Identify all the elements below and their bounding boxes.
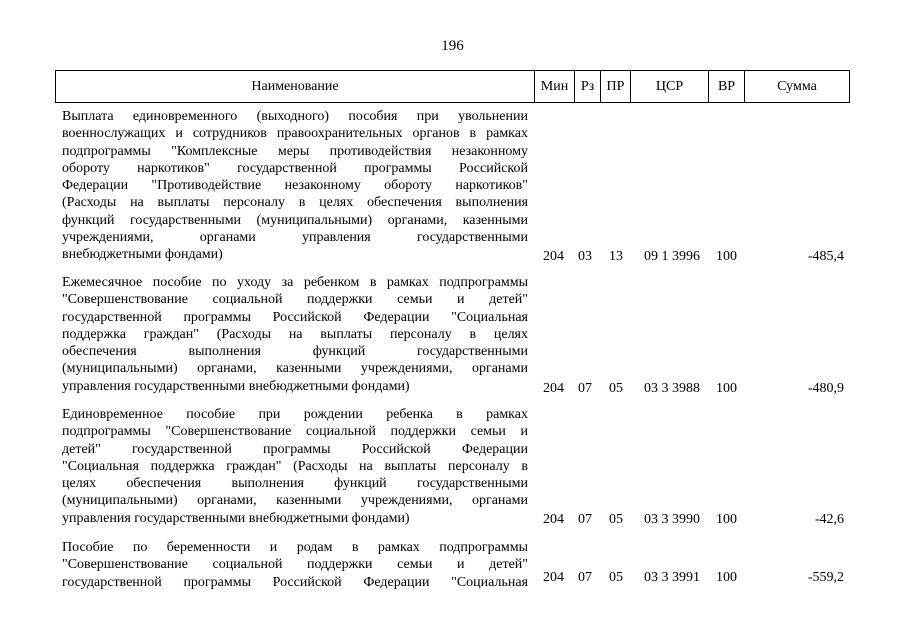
header-name: Наименование (251, 79, 339, 94)
description-line: управления государственными внебюджетными фондами) (62, 378, 410, 394)
header-pr: ПР (600, 71, 630, 102)
description-line: Выплата единовременного (выходного) пособия при увольнении (62, 109, 528, 124)
header-vr: ВР (708, 71, 744, 102)
cell-pr: 13 (609, 249, 623, 264)
description-line: целях обеспечения выполнения функций государственными (62, 476, 528, 492)
description-line: "Социальная поддержка граждан" (Расходы на выплаты персоналу в (62, 458, 528, 474)
cell-vr: 100 (716, 512, 737, 527)
cell-min: 204 (543, 570, 564, 585)
description-line: поддержка граждан" (Расходы на выплаты персоналу в целях (62, 326, 528, 342)
cell-min: 204 (543, 249, 564, 264)
cell-csr: 03 3 3988 (644, 381, 700, 396)
description-line: "Совершенствование социальной поддержки семьи и детей" (62, 557, 528, 573)
description-line: Единовременное пособие при рождении ребенка в рамках (62, 407, 528, 422)
description-line: (муниципальными) органами, казенными учреждениями, органами (62, 361, 528, 377)
description-line: (Расходы на выплаты персоналу в целях обеспечения выполнения (62, 195, 528, 211)
cell-sum: -42,6 (814, 512, 844, 527)
cell-pr: 05 (609, 512, 623, 527)
cell-pr: 05 (609, 381, 623, 396)
cell-vr: 100 (716, 249, 737, 264)
cell-sum: -559,2 (807, 570, 844, 585)
cell-csr: 03 3 3991 (644, 570, 700, 585)
cell-rz: 03 (578, 249, 592, 264)
header-sum: Сумма (744, 71, 849, 102)
description-line: функций государственными (муниципальными) органами, казенными (62, 212, 528, 228)
description-line: подпрограммы "Комплексные меры противодействия незаконному (62, 143, 528, 159)
cell-min: 204 (543, 512, 564, 527)
description-line: (муниципальными) органами, казенными учреждениями, органами (62, 493, 528, 509)
cell-pr: 05 (609, 570, 623, 585)
header-csr: ЦСР (630, 71, 708, 102)
cell-rz: 07 (578, 381, 592, 396)
cell-sum: -480,9 (807, 381, 844, 396)
description-line: Пособие по беременности и родам в рамках подпрограммы (62, 540, 528, 555)
description-line: обеспечения выполнения функций государственными (62, 344, 528, 360)
header-rz: Рз (574, 71, 600, 102)
header-min: Мин (534, 71, 574, 102)
description-line: обороту наркотиков" государственной программы Российской (62, 160, 528, 176)
row-description (62, 406, 528, 527)
cell-rz: 07 (578, 570, 592, 585)
description-line: подпрограммы "Совершенствование социальной поддержки семьи и (62, 424, 528, 440)
cell-sum: -485,4 (807, 249, 844, 264)
cell-vr: 100 (716, 570, 737, 585)
description-line: внебюджетными фондами) (62, 247, 223, 263)
description-line: государственной программы Российской Федерации "Социальная (62, 309, 528, 325)
description-line: военнослужащих и сотрудников правоохранительных органов в рамках (62, 126, 528, 142)
cell-csr: 09 1 3996 (644, 249, 700, 264)
description-line: учреждениями, органами управления государственными (62, 230, 528, 246)
cell-rz: 07 (578, 512, 592, 527)
description-line: Ежемесячное пособие по уходу за ребенком в рамках подпрограммы (62, 275, 528, 290)
row-description (62, 108, 528, 264)
description-line: управления государственными внебюджетными фондами) (62, 510, 410, 526)
description-line: детей" государственной программы Российской Федерации (62, 441, 528, 457)
description-line: государственной программы Российской Федерации "Социальная (62, 574, 528, 590)
row-description (62, 539, 528, 591)
description-line: Федерации "Противодействие незаконному обороту наркотиков" (62, 178, 528, 194)
description-line: "Совершенствование социальной поддержки семьи и детей" (62, 292, 528, 308)
page-number: 196 (441, 38, 464, 54)
cell-vr: 100 (716, 381, 737, 396)
row-description (62, 274, 528, 395)
cell-min: 204 (543, 381, 564, 396)
cell-csr: 03 3 3990 (644, 512, 700, 527)
table-header (55, 70, 850, 103)
